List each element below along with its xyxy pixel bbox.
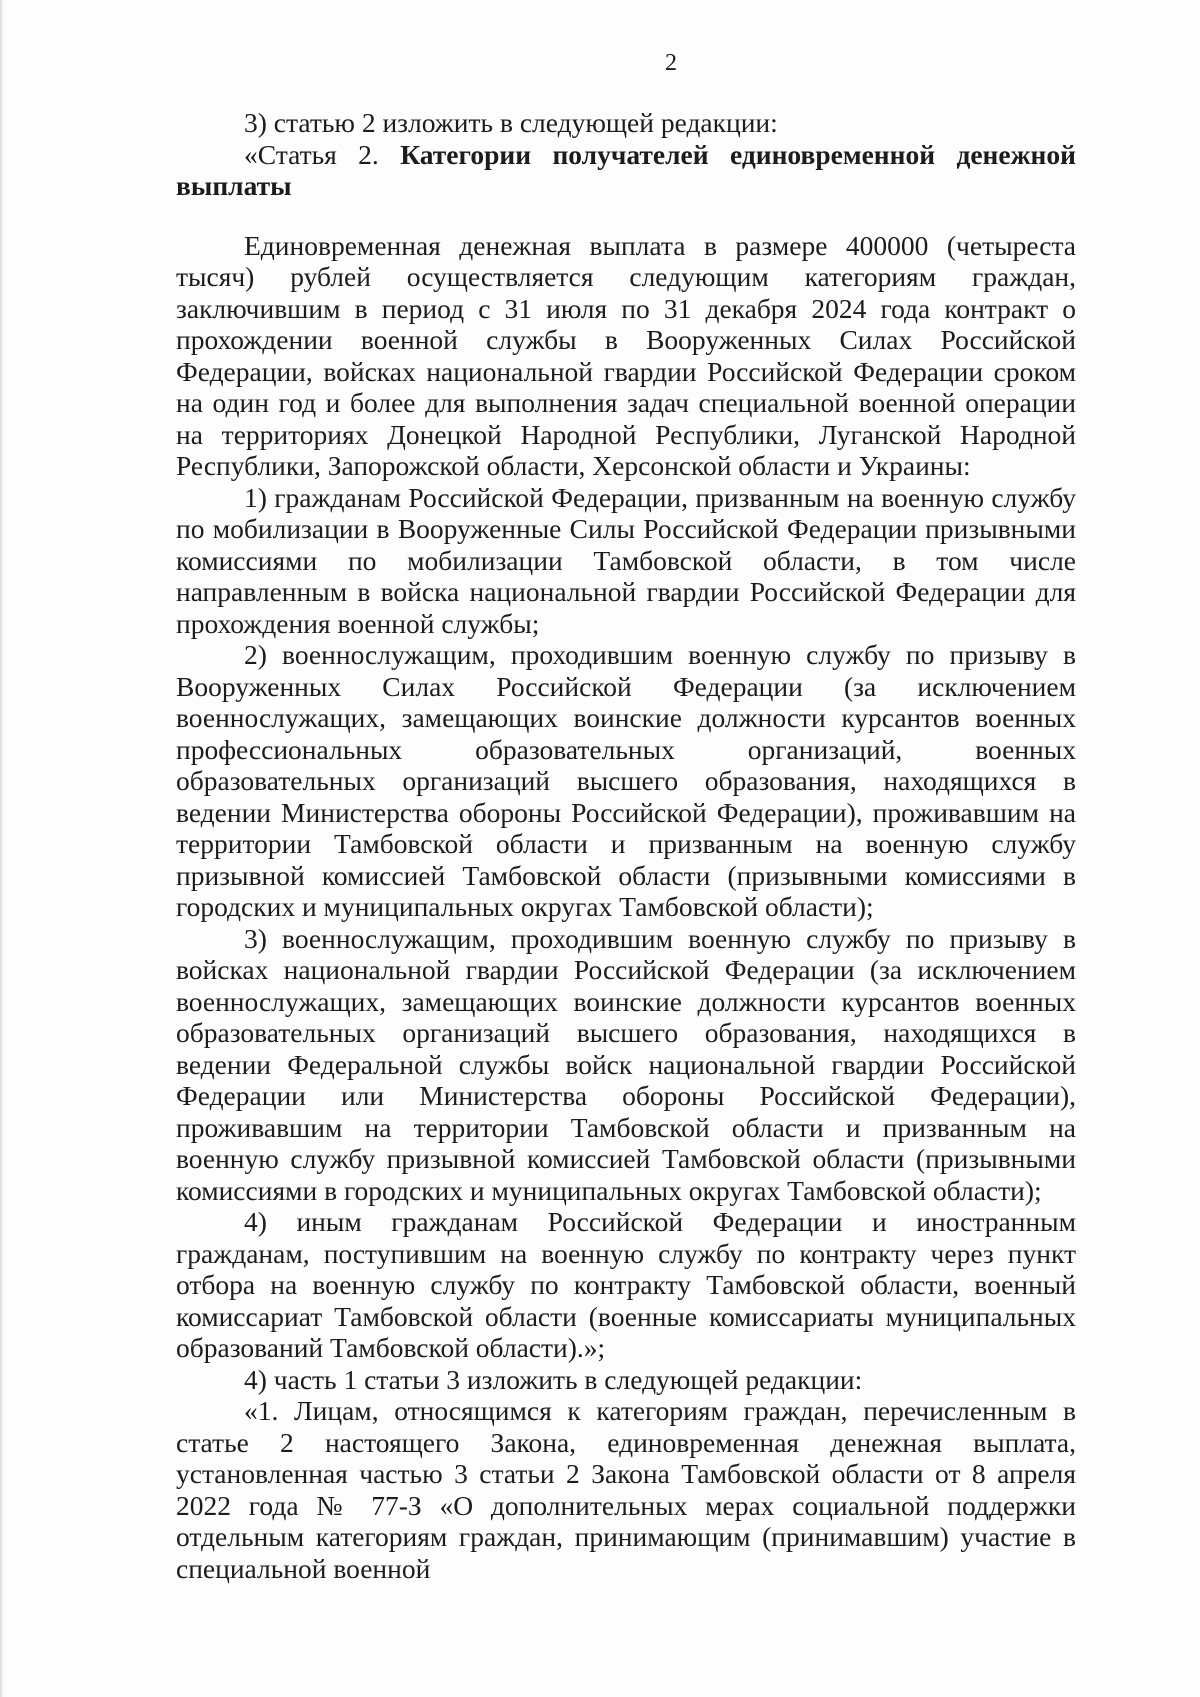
spacer	[176, 202, 1076, 230]
article-2-heading-title: Категории получателей единовременной денежной выплаты	[176, 138, 1076, 201]
list-item-1: 1) гражданам Российской Федерации, призванным на военную службу по мобилизации в Вооруженные Силы Российской Федерации призывными комиссиями по мобилизации Тамбовской области, в том числе направленным в войска национальной гвардии Российской Федерации для прохождения военной службы;	[176, 481, 1076, 639]
article-2-heading	[176, 139, 1076, 202]
page-number: 2	[665, 50, 677, 76]
list-item-2: 2) военнослужащим, проходившим военную службу по призыву в Вооруженных Силах Российской Федерации (за исключением военнослужащих, замещающих воинские должности курсантов военных профессиональных образовательных организаций, военных образовательных организаций высшего образования, находящихся в ведении Министерства обороны Российской Федерации), проживавшим на территории Тамбовской области и призванным на военную службу призывной комиссией Тамбовской области (призывными комиссиями в городских и муниципальных округах Тамбовской области);	[176, 639, 1076, 922]
amendment-item-4-intro: 4) часть 1 статьи 3 изложить в следующей редакции:	[244, 1363, 863, 1395]
article-3-part-1-paragraph: «1. Лицам, относящимся к категориям граждан, перечисленным в статье 2 настоящего Закона, единовременная денежная выплата, установленная частью 3 статьи 2 Закона Тамбовской области от 8 апреля 2022 года № 77-З «О дополнительных мерах социальной поддержки отдельным категориям граждан, принимающим (принимавшим) участие в специальной военной	[176, 1395, 1076, 1584]
article-2-intro-paragraph: Единовременная денежная выплата в размере 400000 (четыреста тысяч) рублей осуществляется следующим категориям граждан, заключившим в период с 31 июля по 31 декабря 2024 года контракт о прохождении военной службы в Вооруженных Силах Российской Федерации, войсках национальной гвардии Российской Федерации сроком на один год и более для выполнения задач специальной военной операции на территориях Донецкой Народной Республики, Луганской Народной Республики, Запорожской области, Херсонской области и Украины:	[176, 229, 1076, 481]
article-2-heading-prefix: «Статья 2.	[244, 138, 379, 170]
list-item-4: 4) иным гражданам Российской Федерации и иностранным гражданам, поступившим на военную службу по контракту через пункт отбора на военную службу по контракту Тамбовской области, военный комиссариат Тамбовской области (военные комиссариаты муниципальных образований Тамбовской области).»;	[176, 1206, 1076, 1363]
document-body	[176, 107, 1076, 1584]
list-item-3: 3) военнослужащим, проходившим военную службу по призыву в войсках национальной гвардии Российской Федерации (за исключением военнослужащих, замещающих воинские должности курсантов военных образовательных организаций высшего образования, находящихся в ведении Федеральной службы войск национальной гвардии Российской Федерации или Министерства обороны Российской Федерации), проживавшим на территории Тамбовской области и призванным на военную службу призывной комиссией Тамбовской области (призывными комиссиями в городских и муниципальных округах Тамбовской области);	[176, 922, 1076, 1206]
amendment-item-3-intro: 3) статью 2 изложить в следующей редакции:	[244, 107, 778, 138]
scan-edge	[0, 0, 4, 1697]
